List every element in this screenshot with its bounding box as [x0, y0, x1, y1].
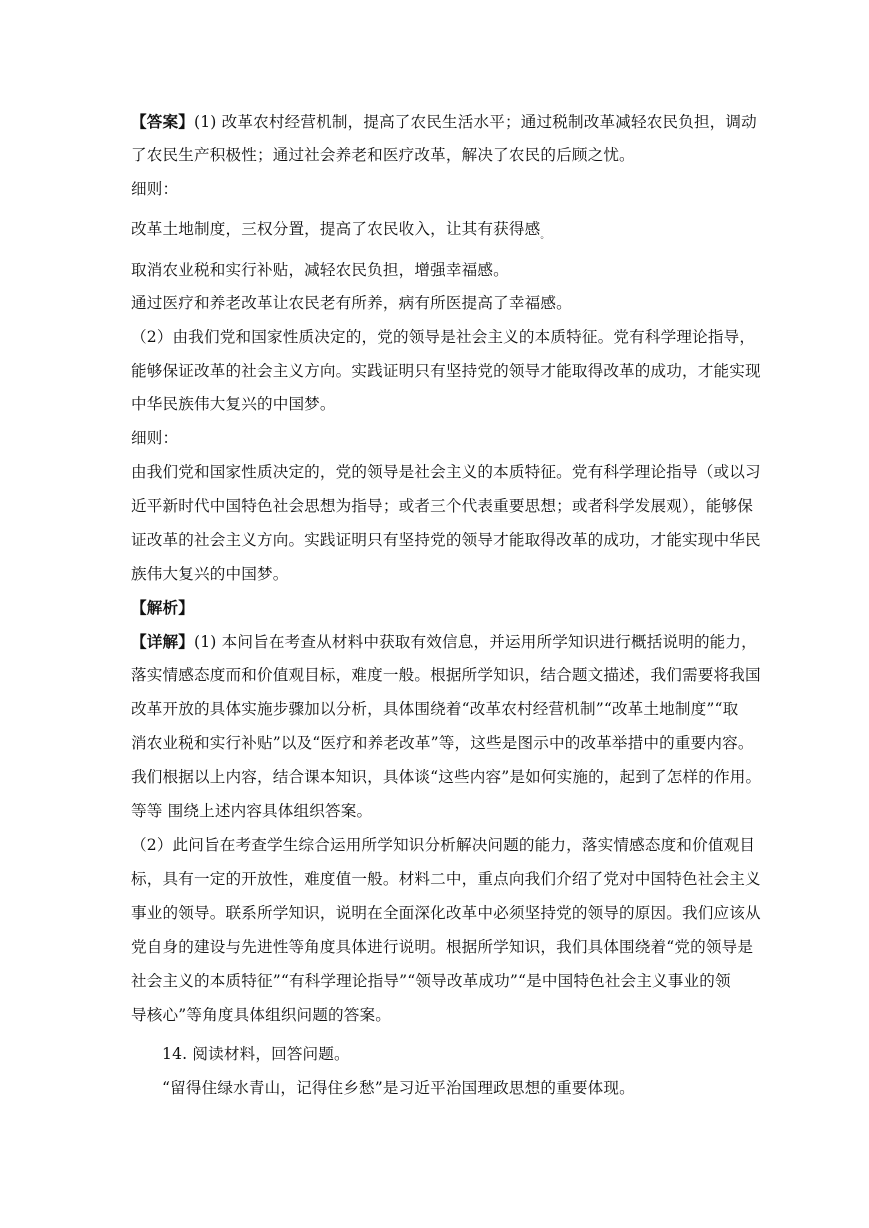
rule-2-line-1: 由我们党和国家性质决定的，党的领导是社会主义的本质特征。党有科学理论指导（或以习	[131, 463, 761, 481]
detail2-line-1: （2）此问旨在考查学生综合运用所学知识分析解决问题的能力，落实情感态度和价值观目	[131, 836, 756, 854]
detail2-line-3: 事业的领导。联系所学知识，说明在全面深化改革中必须坚持党的领导的原因。我们应该从	[131, 904, 761, 922]
answer-part2-line-1: （2）由我们党和国家性质决定的，党的领导是社会主义的本质特征。党有科学理论指导，	[131, 328, 756, 346]
rule-heading-1: 细则：	[131, 180, 179, 198]
rule-1-line-2: 取消农业税和实行补贴，减轻农民负担，增强幸福感。	[131, 261, 509, 279]
answer-part1-line-1: 【答案】(1) 改革农村经营机制，提高了农民生活水平；通过税制改革减轻农民负担，调动	[131, 112, 757, 131]
detail2-line-5: 社会主义的本质特征”“有科学理论指导”“领导改革成功”“是中国特色社会主义事业的领	[131, 972, 731, 990]
detail1-line-1: 【详解】(1) 本问旨在考查从材料中获取有效信息，并运用所学知识进行概括说明的能力，	[131, 632, 757, 651]
trailing-period-mark: 。	[540, 231, 550, 241]
answer-part1-line-2: 了农民生产积极性；通过社会养老和医疗改革，解决了农民的后顾之忧。	[131, 146, 635, 164]
detail1-line-5: 我们根据以上内容，结合课本知识，具体谈“这些内容”是如何实施的，起到了怎样的作用。	[131, 768, 762, 786]
answer-part2-line-3: 中华民族伟大复兴的中国梦。	[131, 395, 336, 413]
answer-part2-line-2: 能够保证改革的社会主义方向。实践证明只有坚持党的领导才能取得改革的成功，才能实现	[131, 362, 761, 380]
question-14-prompt: 14. 阅读材料，回答问题。	[162, 1045, 350, 1063]
rule-heading-2: 细则：	[131, 429, 179, 447]
detail2-line-2: 标，具有一定的开放性，难度值一般。材料二中，重点向我们介绍了党对中国特色社会主义	[131, 870, 761, 888]
rule-1-line-1: 改革土地制度，三权分置，提高了农民收入，让其有获得感$_。$	[131, 220, 550, 241]
rule-1-line-3: 通过医疗和养老改革让农民老有所养，病有所医提高了幸福感。	[131, 294, 572, 312]
detail-label: 【详解】	[131, 632, 194, 651]
rule-2-line-2: 近平新时代中国特色社会思想为指导；或者三个代表重要思想；或者科学发展观），能够保	[131, 497, 753, 515]
detail1-line-6: 等等 围绕上述内容具体组织答案。	[131, 802, 373, 820]
question-14-material: “留得住绿水青山，记得住乡愁”是习近平治国理政思想的重要体现。	[162, 1079, 635, 1097]
rule-2-line-3: 证改革的社会主义方向。实践证明只有坚持党的领导才能取得改革的成功，才能实现中华民	[131, 531, 761, 549]
detail1-line-4: 消农业税和实行补贴”以及“医疗和养老改革”等，这些是图示中的改革举措中的重要内容。	[131, 734, 754, 752]
detail1-line-2: 落实情感态度而和价值观目标，难度一般。根据所学知识，结合题文描述，我们需要将我国	[131, 666, 761, 684]
rule-2-line-4: 族伟大复兴的中国梦。	[131, 565, 289, 583]
analysis-label: 【解析】	[131, 598, 194, 617]
answer-label: 【答案】	[131, 112, 194, 131]
detail1-line-3: 改革开放的具体实施步骤加以分析，具体围绕着“改革农村经营机制”“改革土地制度”“取	[131, 700, 739, 718]
detail2-line-4: 党自身的建设与先进性等角度具体进行说明。根据所学知识，我们具体围绕着“党的领导是	[131, 938, 754, 956]
detail2-line-6: 导核心”等角度具体组织问题的答案。	[131, 1006, 392, 1024]
